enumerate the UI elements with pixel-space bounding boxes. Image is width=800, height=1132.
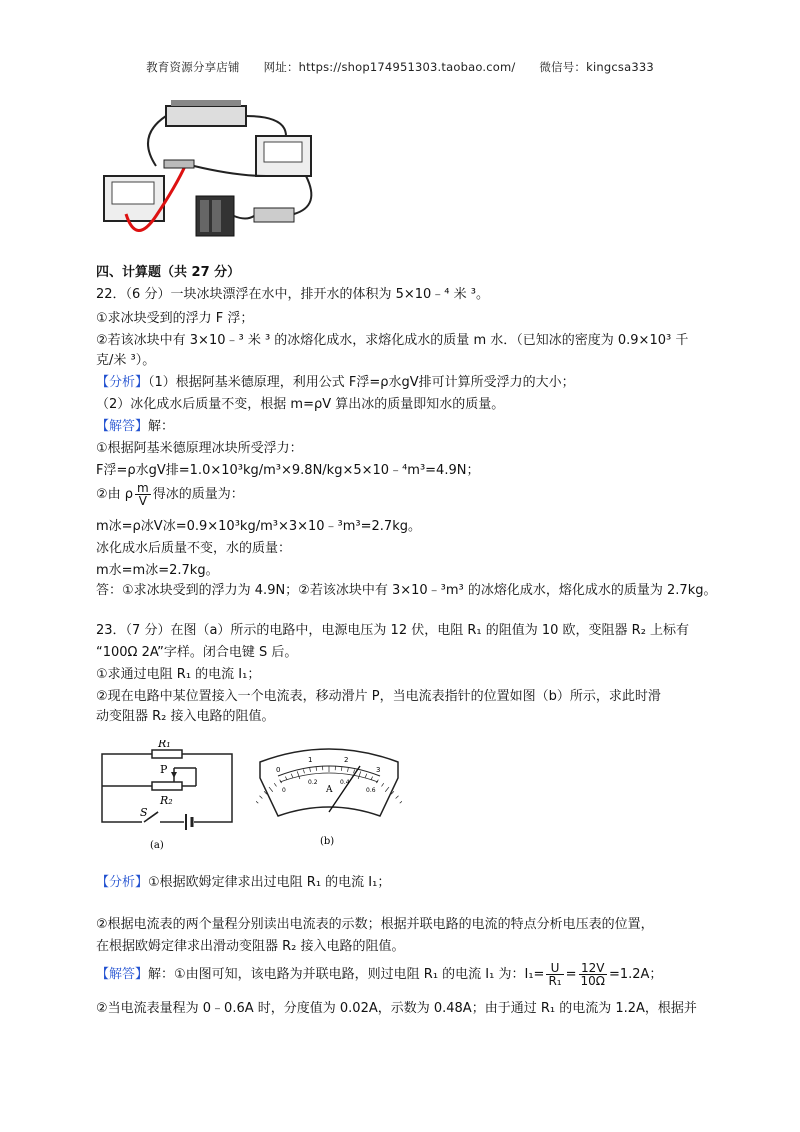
section-title: 四、计算题（共 27 分） <box>96 265 241 280</box>
q23-part1: ①求通过电阻 R₁ 的电流 I₁； <box>96 667 261 682</box>
top-scale-3: 3 <box>376 766 381 774</box>
q23-stem-1: 23．（7 分）在图（a）所示的电路中，电源电压为 12 伏，电阻 R₁ 的阻值为 10 欧，变阻器 R₂ 上标有 <box>96 623 690 638</box>
q22-solution-2: F浮=ρ水gV排=1.0×10³kg/m³×9.8N/kg×5×10﹣⁴m³=4.9N； <box>96 463 480 478</box>
q22-answer-head: 【解答】解： <box>96 419 175 434</box>
meter-tick <box>396 796 399 799</box>
q23-answer-2: ②当电流表量程为 0﹣0.6A 时，分度值为 0.02A，示数为 0.48A；由于通过 R₁ 的电流为 1.2A，根据并 <box>96 1001 697 1016</box>
answer-tag-2: 【解答】 <box>96 967 149 982</box>
shop-name: 教育资源分享店铺 <box>146 60 240 74</box>
bottom-scale-1: 0.2 <box>308 779 318 786</box>
q23-analysis-2a: ②根据电流表的两个量程分别读出电流表的示数；根据并联电路的电流的特点分析电压表的位置， <box>96 917 654 932</box>
page-header <box>0 59 800 75</box>
bottom-scale-3: 0.6 <box>366 787 376 794</box>
top-scale-0: 0 <box>276 766 281 774</box>
q22-solution-3: ②由 ρ $\frac{m}{V}$ 得冰的质量为： <box>96 481 244 508</box>
caption-a: (a) <box>150 840 164 851</box>
analysis-tag-2: 【分析】 <box>96 875 149 890</box>
analysis-tag: 【分析】 <box>96 375 149 390</box>
ohm-fraction-numeric: $\frac{12V}{10\Omega}$ <box>580 961 605 988</box>
q22-solution-1: ①根据阿基米德原理冰块所受浮力： <box>96 441 303 456</box>
shop-url[interactable]: 网址：https://shop174951303.taobao.com/ <box>263 60 516 74</box>
q23-stem-2: “100Ω 2A”字样。闭合电键 S 后。 <box>96 645 298 660</box>
q22-analysis-1: 【分析】（1）根据阿基米德原理，利用公式 F浮=ρ水gV排可计算所受浮力的大小； <box>96 375 575 390</box>
density-fraction: $\frac{m}{V}$ <box>137 481 149 508</box>
q22-part2a: ②若该冰块中有 3×10﹣³ 米 ³ 的冰熔化成水，求熔化成水的质量 m 水．（已知冰的密度为 0.9×10³ 千 <box>96 333 689 348</box>
ohm-fraction-symbolic: $\frac{U}{\text{R₁}}$ <box>548 961 562 988</box>
q23-analysis-2b: 在根据欧姆定律求出滑动变阻器 R₂ 接入电路的阻值。 <box>96 939 405 954</box>
q22-analysis-2: （2）冰化成水后质量不变，根据 m=ρV 算出冰的质量即知水的质量。 <box>96 397 505 412</box>
q22-final-answer: 答：①求冰块受到的浮力为 4.9N；②若该冰块中有 3×10﹣³m³ 的冰熔化成水，熔化成水的质量为 2.7kg。 <box>96 583 717 598</box>
q22-solution-6: m水=m冰=2.7kg。 <box>96 563 219 578</box>
q22-part1: ①求冰块受到的浮力 F 浮； <box>96 311 254 326</box>
r2-label: R₂ <box>160 794 173 807</box>
circuit-diagram-a <box>96 740 246 852</box>
caption-b: (b) <box>320 836 335 847</box>
top-scale-1: 1 <box>308 756 313 764</box>
q22-stem: 22．（6 分）一块冰块漂浮在水中，排开水的体积为 5×10﹣⁴ 米 ³。 <box>96 287 489 302</box>
q23-part2a: ②现在电路中某位置接入一个电流表，移动滑片 P，当电流表指针的位置如图（b）所示，求此时滑 <box>96 689 661 704</box>
q23-answer-1: 【解答】解：①由图可知，该电路为并联电路，则过电阻 R₁ 的电流 I₁ 为：I₁= $\frac{U}{\text{R₁}}$ = $\frac{12V}{10\Omega}$ =1.2A； <box>96 961 663 988</box>
top-scale-2: 2 <box>344 756 349 764</box>
wechat-id: 微信号：kingcsa333 <box>539 60 654 74</box>
meter-unit: A <box>326 785 333 795</box>
slider-label: P <box>160 763 168 776</box>
apparatus-photo <box>96 96 326 246</box>
ammeter-diagram-b <box>256 742 402 850</box>
meter-tick <box>400 801 402 804</box>
q22-solution-4: m冰=ρ冰V冰=0.9×10³kg/m³×3×10﹣³m³=2.7kg。 <box>96 519 421 534</box>
bottom-scale-2: 0.4 <box>340 779 350 786</box>
answer-tag: 【解答】 <box>96 419 149 434</box>
meter-tick <box>259 796 262 799</box>
meter-tick <box>256 801 258 804</box>
switch-label: S <box>140 806 148 819</box>
bottom-scale-0: 0 <box>282 787 286 794</box>
r1-label: R₁ <box>158 740 171 750</box>
q22-solution-5: 冰化成水后质量不变，水的质量： <box>96 541 292 556</box>
q22-part2b: 克/米 ³）。 <box>96 353 156 368</box>
q23-analysis-1: 【分析】①根据欧姆定律求出过电阻 R₁ 的电流 I₁； <box>96 875 391 890</box>
q23-part2b: 动变阻器 R₂ 接入电路的阻值。 <box>96 709 275 724</box>
